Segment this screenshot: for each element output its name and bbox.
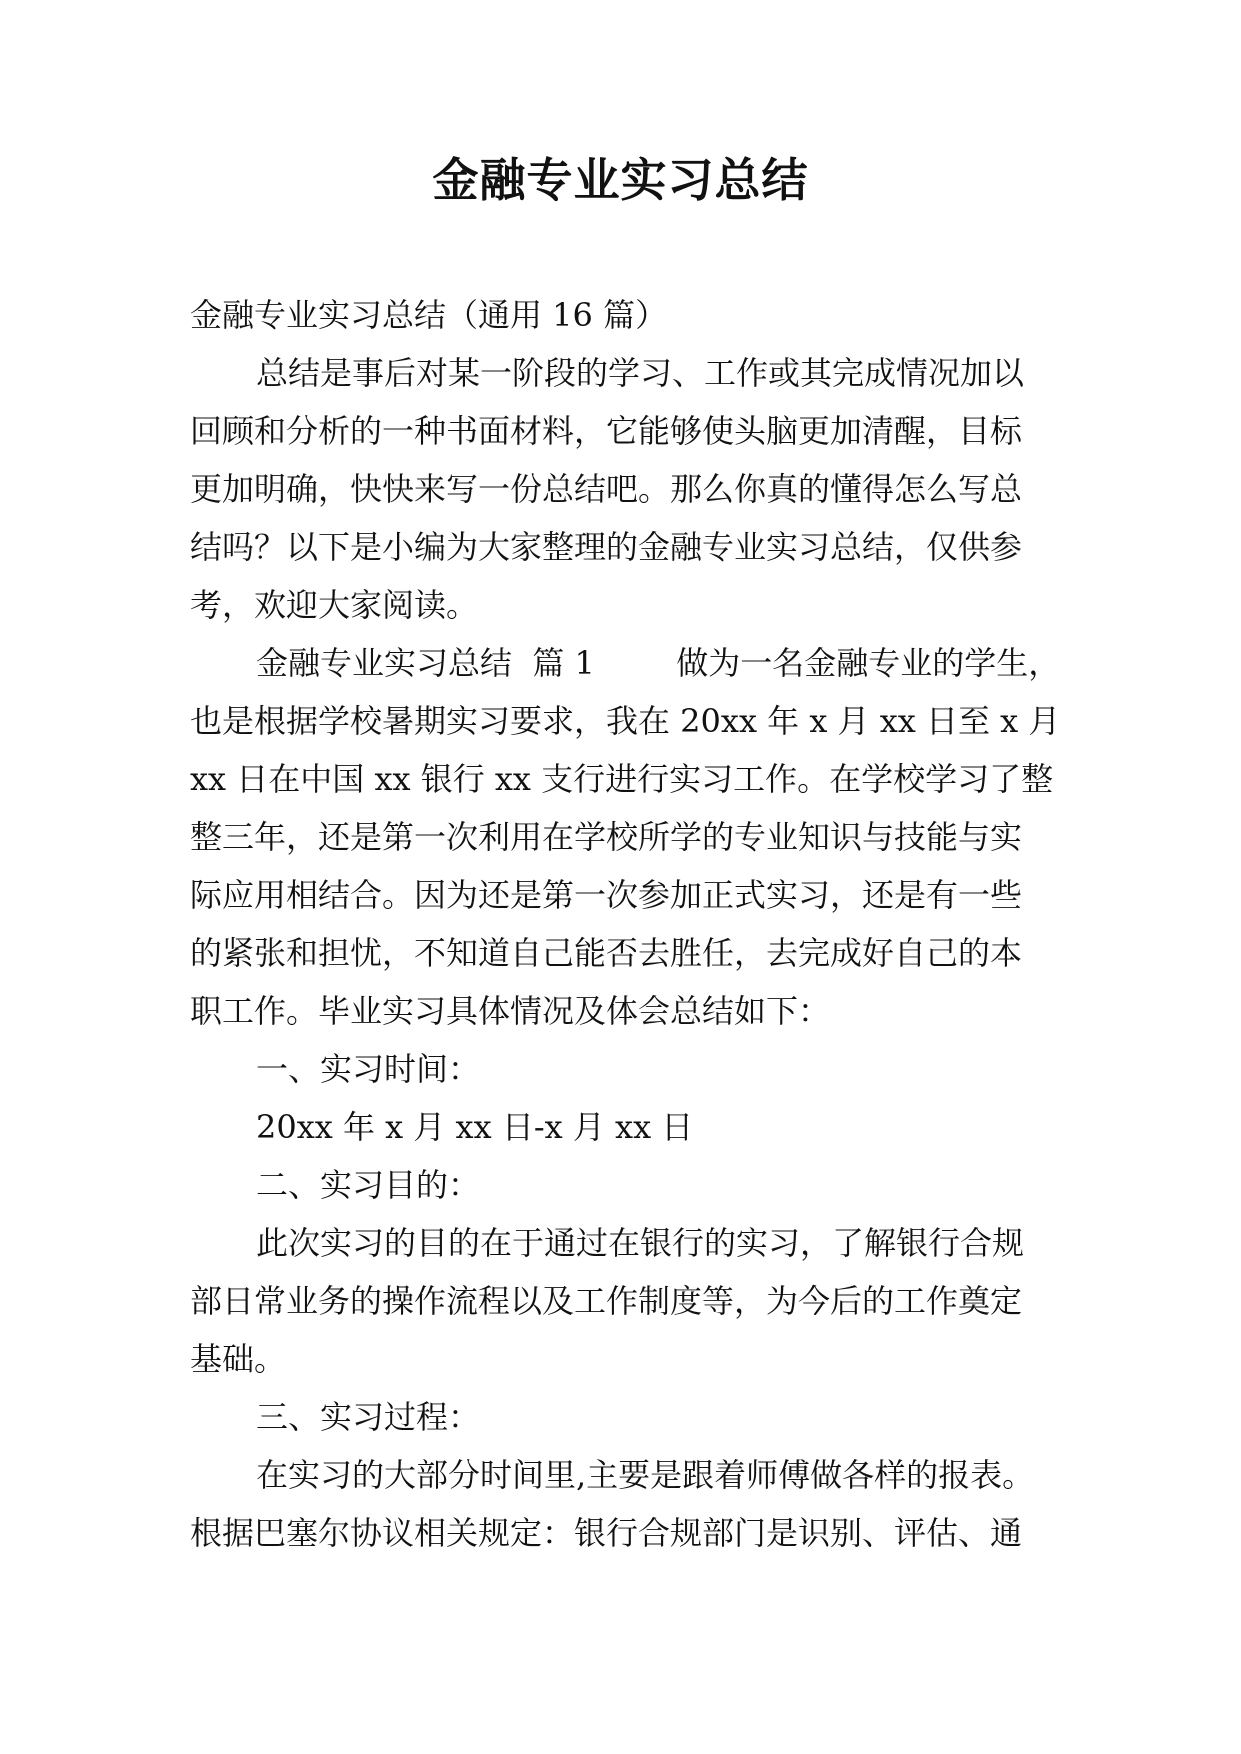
document-title: 金融专业实习总结 — [432, 153, 809, 207]
text-line: xx 日在中国 xx 银行 xx 支行进行实习工作。在学校学习了整 — [190, 760, 1054, 798]
text-line: 回顾和分析的一种书面材料，它能够使头脑更加清醒，目标 — [190, 412, 1023, 450]
text-line: 职工作。毕业实习具体情况及体会总结如下： — [190, 992, 831, 1030]
text-line: 根据巴塞尔协议相关规定：银行合规部门是识别、评估、通 — [190, 1514, 1023, 1552]
text-line: 结吗？以下是小编为大家整理的金融专业实习总结，仅供参 — [190, 528, 1023, 566]
subheading-line: 三、实习过程： — [256, 1398, 481, 1436]
text-line: 在实习的大部分时间里,主要是跟着师傅做各样的报表。 — [256, 1456, 1035, 1494]
text-line: 基础。 — [190, 1340, 287, 1378]
subheading-line: 二、实习目的： — [256, 1166, 481, 1204]
text-line: 此次实习的目的在于通过在银行的实习，了解银行合规 — [256, 1224, 1025, 1262]
text-line: 整三年，还是第一次利用在学校所学的专业知识与技能与实 — [190, 818, 1023, 856]
text-line: 也是根据学校暑期实习要求，我在 20xx 年 x 月 xx 日至 x 月 — [190, 702, 1061, 740]
text-line: 的紧张和担忧，不知道自己能否去胜任，去完成好自己的本 — [190, 934, 1023, 972]
subtitle-line: 金融专业实习总结（通用 16 篇） — [190, 296, 668, 334]
text-line: 总结是事后对某一阶段的学习、工作或其完成情况加以 — [256, 354, 1025, 392]
text-line: 考，欢迎大家阅读。 — [190, 586, 479, 624]
text-line: 际应用相结合。因为还是第一次参加正式实习，还是有一些 — [190, 876, 1023, 914]
section-heading-line: 金融专业实习总结 篇 1 做为一名金融专业的学生， — [256, 644, 1061, 682]
text-line: 部日常业务的操作流程以及工作制度等，为今后的工作奠定 — [190, 1282, 1023, 1320]
subheading-line: 一、实习时间： — [256, 1050, 481, 1088]
text-line: 20xx 年 x 月 xx 日-x 月 xx 日 — [256, 1108, 694, 1146]
document-body — [190, 286, 1061, 1562]
text-line: 更加明确，快快来写一份总结吧。那么你真的懂得怎么写总 — [190, 470, 1023, 508]
